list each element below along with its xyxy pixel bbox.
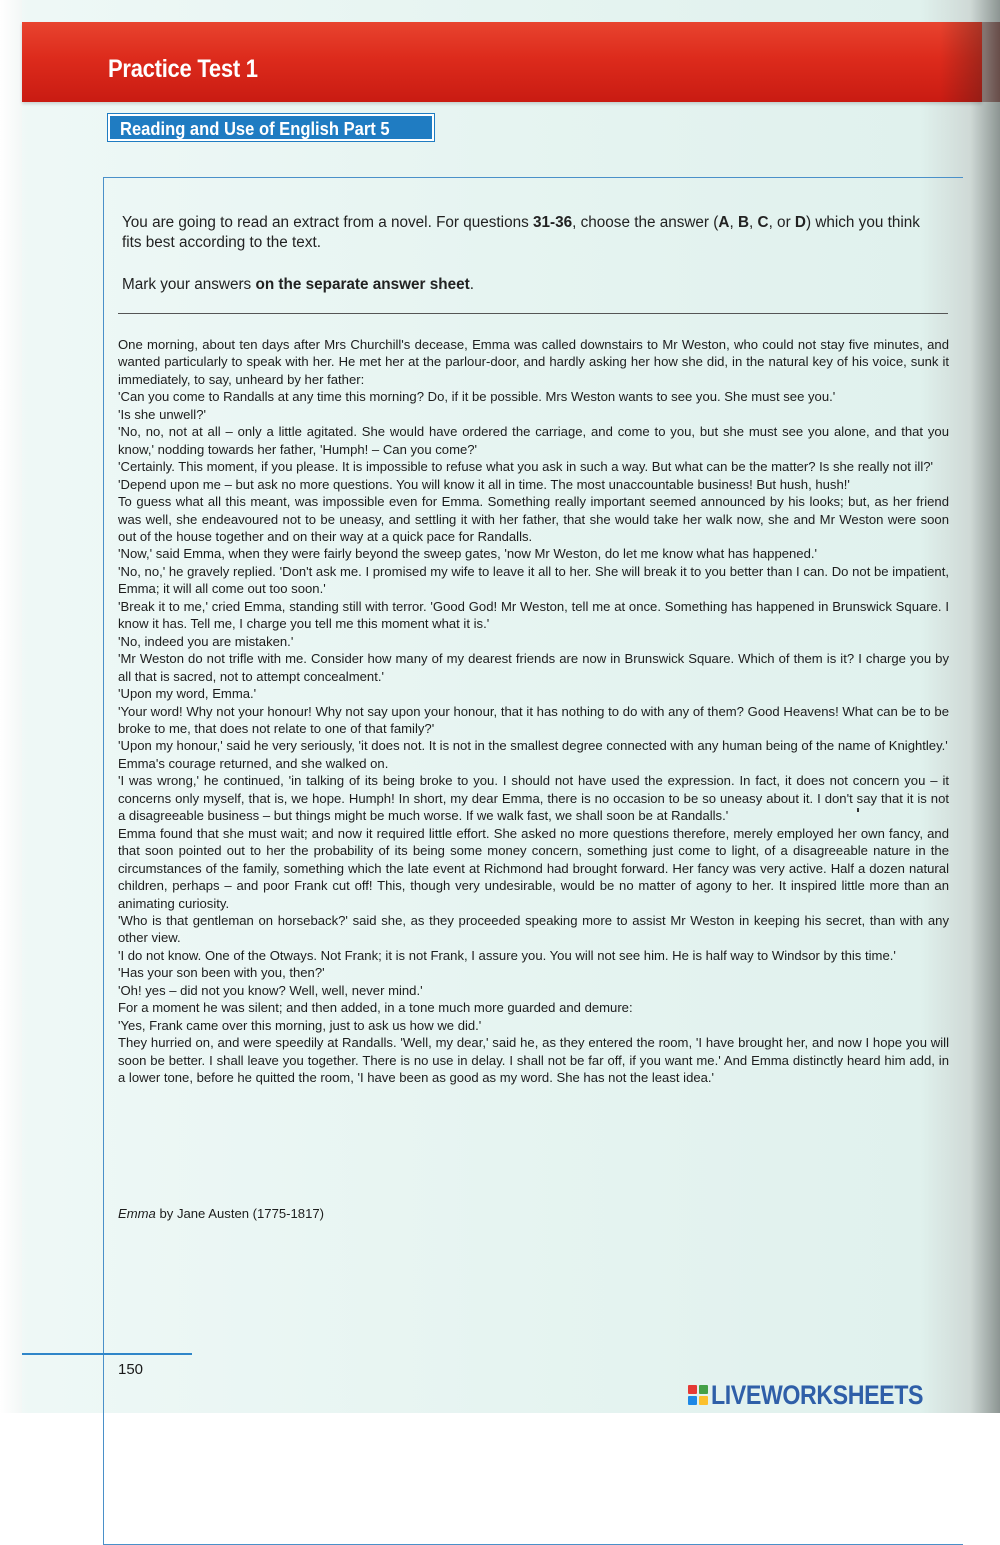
mark-text: Mark your answers [122, 276, 256, 293]
passage-paragraph: 'Upon my word, Emma.' [118, 686, 257, 702]
page-left-edge [0, 0, 22, 1413]
passage-paragraph: 'No, no,' he gravely replied. 'Don't ask me. I promised my wife to leave it all to her. She will break it to you better than I can. Do not be impatient, Emma; it will all come out too soon.' [118, 563, 949, 597]
logo-square [699, 1385, 708, 1394]
passage-paragraph: 'No, indeed you are mistaken.' [118, 633, 294, 649]
section-label [108, 114, 434, 141]
passage-paragraph: 'Has your son been with you, then?' [118, 965, 325, 981]
passage-paragraph: 'Upon my honour,' said he very seriously, 'it does not. It is not in the smallest degree connected with any human being of the name of Knightley.' [118, 738, 948, 754]
passage-paragraph: 'Oh! yes – did not you know? Well, well, never mind.' [118, 982, 423, 998]
logo-square [688, 1396, 697, 1405]
option-d-label: D [794, 214, 806, 231]
option-a-label: A [718, 214, 730, 231]
divider-line [118, 313, 948, 314]
option-b-label: B [737, 214, 749, 231]
passage-paragraph: 'Depend upon me – but ask no more questions. You will know it all in time. The most unaccountable business! But hush, hush!' [118, 476, 850, 492]
mark-text-end: . [469, 276, 474, 293]
passage-paragraph: 'Is she unwell?' [118, 406, 206, 422]
passage-paragraph: 'Your word! Why not your honour! Why not say upon your honour, that it has nothing to do with any of them? Good Heavens! What can be to be broke to me, that does not relate to one of that family?' [118, 703, 949, 736]
separator: , or [768, 214, 795, 231]
reading-passage [118, 336, 949, 1086]
footer-rule [22, 1353, 192, 1355]
passage-paragraph: 'Who is that gentleman on horseback?' said she, as they proceeded speaking more to assist Mr Weston in keeping his secret, than with any other view. [118, 912, 949, 946]
passage-paragraph: Emma found that she must wait; and now it required little effort. She asked no more questions therefore, merely employed her own fancy, and that soon pointed out to her the probability of its being some money concern, something just come to light, of a disagreeable nature in the circumstances of the family, something which the late event at Richmond had brought forward. Her fancy was very active. Half a dozen natural children, perhaps – and poor Frank cut off! This, though very undesirable, would be no matter of agony to her. It inspired little more than an animating curiosity. [118, 825, 949, 911]
print-speck [857, 808, 859, 812]
separator: , [749, 214, 758, 231]
liveworksheets-watermark [688, 1378, 998, 1412]
source-citation [118, 1206, 324, 1221]
passage-paragraph: 'Certainly. This moment, if you please. It is impossible to refuse what you ask in such a way. But what can be the matter? Is she really not ill?' [118, 459, 934, 475]
passage-paragraph: 'I do not know. One of the Otways. Not Frank; it is not Frank, I assure you. You will not see him. He is half way to Windsor by this time.' [118, 947, 896, 963]
question-range: 31-36 [533, 214, 573, 231]
intro-text: You are going to read an extract from a novel. For questions [122, 214, 533, 231]
passage-paragraph: 'Now,' said Emma, when they were fairly beyond the sweep gates, 'now Mr Weston, do let me know what has happened.' [118, 546, 817, 562]
page-title: Practice Test 1 [108, 55, 258, 83]
passage-paragraph: One morning, about ten days after Mrs Churchill's decease, Emma was called downstairs to Mr Weston, who could not stay five minutes, and wanted particularly to speak with her. He met her at the parlour-door, and hardly asking her how she did, in the natural key of his voice, sunk it immediately, to say, unheard by her father: [118, 337, 949, 387]
passage-paragraph: 'Can you come to Randalls at any time this morning? Do, if it be possible. Mrs Weston wants to see you. She must see you.' [118, 389, 836, 405]
separator: , [729, 214, 738, 231]
instructions [122, 213, 942, 295]
liveworksheets-logo-text: LIVEWORKSHEETS [711, 1379, 924, 1410]
passage-paragraph: 'Break it to me,' cried Emma, standing still with terror. 'Good God! Mr Weston, tell me at once. Something has happened in Brunswick Square. I know it has. Tell me, I charge you tell me this moment what it is.' [118, 598, 949, 632]
passage-paragraph: They hurried on, and were speedily at Randalls. 'Well, my dear,' said he, as they entered the room, 'I have brought her, and now I hope you will soon be better. I shall leave you together. There is no use in delay. I shall not be far off, if you want me.' And Emma distinctly heard him add, in a lower tone, before he quitted the room, 'I have been as good as my word. She has not the least idea.' [118, 1035, 949, 1086]
source-work-title: Emma [118, 1206, 156, 1221]
passage-paragraph: 'I was wrong,' he continued, 'in talking of its being broke to you. I should not have used the expression. In fact, it does not concern you – it concerns only myself, that is, we hope. Humph! In short, my dear Emma, there is no occasion to be so uneasy about it. I don't say that it is not a disagreeable business – but things might be much worse. If we walk fast, we shall soon be at Randalls.' [118, 773, 949, 824]
answer-sheet-note: on the separate answer sheet [255, 276, 470, 293]
liveworksheets-logo-icon [688, 1385, 708, 1405]
intro-text-end: ) which you think fits best according to the text. [122, 214, 920, 251]
intro-text-middle: , choose the answer ( [572, 214, 719, 231]
header-shadow [940, 22, 1000, 102]
logo-square [699, 1396, 708, 1405]
source-author: by Jane Austen (1775-1817) [155, 1206, 324, 1221]
page-number: 150 [118, 1361, 144, 1378]
instructions-intro [122, 213, 942, 253]
passage-paragraph: For a moment he was silent; and then added, in a tone much more guarded and demure: [118, 1000, 633, 1016]
passage-paragraph: 'Yes, Frank came over this morning, just to ask us how we did.' [118, 1017, 482, 1033]
passage-paragraph: 'Mr Weston do not trifle with me. Consider how many of my dearest friends are now in Brunswick Square. Which of them is it? I charge you by all that is sacred, not to attempt concealment.' [118, 651, 949, 684]
logo-square [688, 1385, 697, 1394]
passage-paragraph: Emma's courage returned, and she walked on. [118, 755, 389, 771]
section-label-text: Reading and Use of English Part 5 [120, 119, 390, 139]
option-c-label: C [757, 214, 769, 231]
instructions-mark [122, 275, 942, 295]
passage-paragraph: To guess what all this meant, was impossible even for Emma. Something really important seemed announced by his looks; but, as her friend was well, she endeavoured not to be uneasy, and settling it with her father, that she would take her walk now, she and Mr Weston were soon out of the house together and on their way at a quick pace for Randalls. [118, 494, 949, 544]
passage-paragraph: 'No, no, not at all – only a little agitated. She would have ordered the carriage, and come to you, but she must see you alone, and that you know,' nodding towards her father, 'Humph! – Can you come?' [118, 424, 949, 457]
